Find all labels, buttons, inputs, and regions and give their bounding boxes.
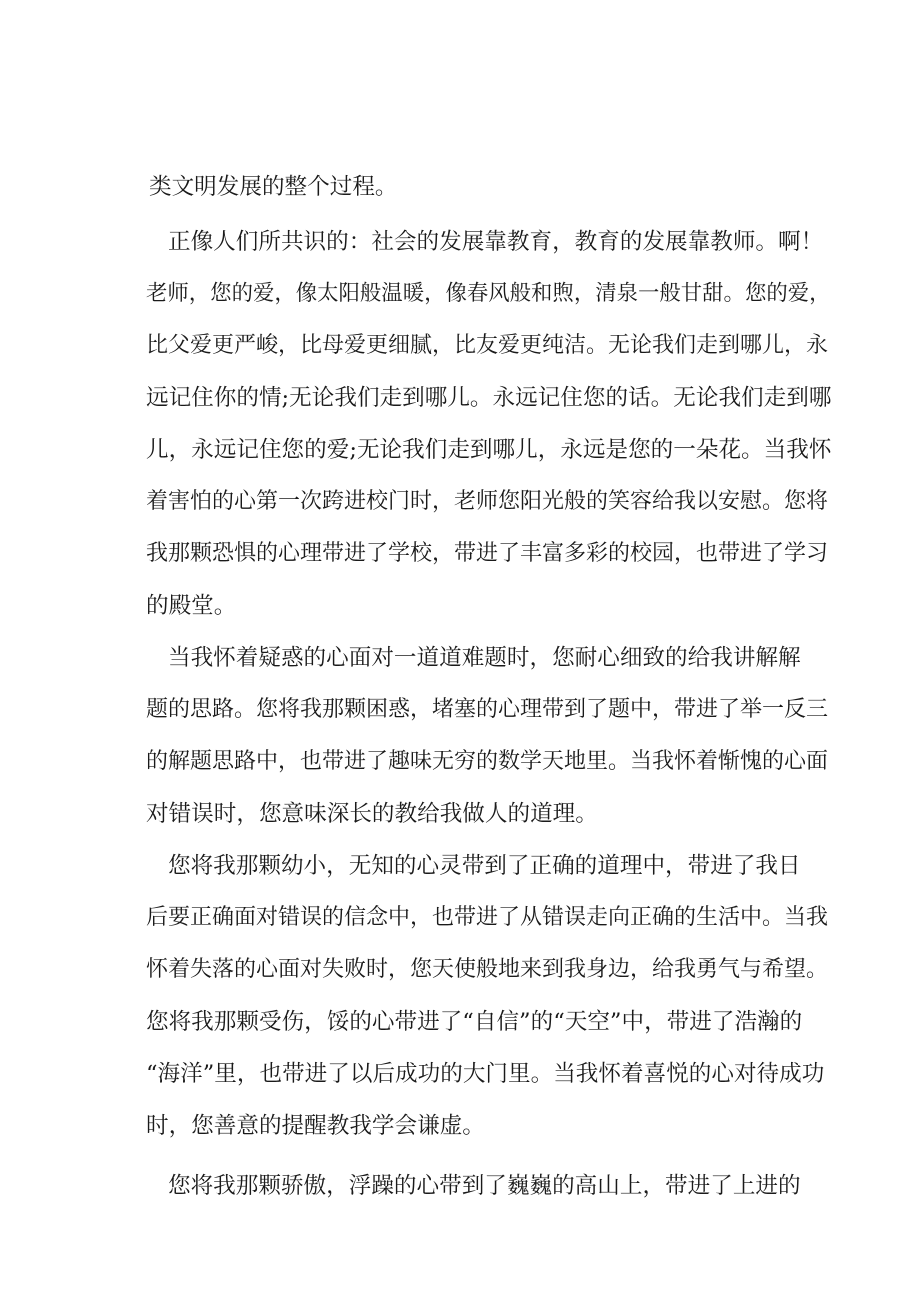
text-line: 您将我那颗受伤，馁的心带进了“自信”的“天空”中，带进了浩瀚的: [146, 1009, 803, 1035]
paragraph-start-line: 您将我那颗骄傲，浮躁的心带到了巍巍的高山上，带进了上进的: [168, 1173, 801, 1199]
text-line: 我那颗恐惧的心理带进了学校，带进了丰富多彩的校园，也带进了学习: [146, 541, 829, 566]
paragraph-start-line: 正像人们所共识的：社会的发展靠教育，教育的发展靠教师。啊！: [168, 229, 824, 255]
text-line: 着害怕的心第一次跨进校门时，老师您阳光般的笑容给我以安慰。您将: [146, 489, 829, 514]
text-line: 儿，永远记住您的爱;无论我们走到哪儿，永远是您的一朵花。当我怀: [146, 437, 832, 463]
text-line: 时，您善意的提醒教我学会谦虚。: [146, 1113, 485, 1139]
text-line: 远记住你的情;无论我们走到哪儿。永远记住您的话。无论我们走到哪: [146, 385, 832, 411]
text-line: 比父爱更严峻，比母爱更细腻，比友爱更纯洁。无论我们走到哪儿，永: [146, 333, 829, 358]
paragraph-start-line: 您将我那颗幼小，无知的心灵带到了正确的道理中，带进了我日: [168, 853, 801, 879]
text-line: “海洋”里，也带进了以后成功的大门里。当我怀着喜悦的心对待成功: [146, 1061, 825, 1087]
text-line: 老师，您的爱，像太阳般温暖，像春风般和煦，清泉一般甘甜。您的爱，: [146, 281, 831, 306]
text-line: 的殿堂。: [146, 593, 237, 619]
text-line: 类文明发展的整个过程。: [149, 174, 398, 200]
text-line: 的解题思路中，也带进了趣味无穷的数学天地里。当我怀着惭愧的心面: [146, 749, 829, 774]
text-line: 怀着失落的心面对失败时，您天使般地来到我身边，给我勇气与希望。: [146, 957, 829, 982]
text-line: 对错误时，您意味深长的教给我做人的道理。: [146, 801, 598, 827]
text-line: 后要正确面对错误的信念中，也带进了从错误走向正确的生活中。当我: [146, 905, 829, 930]
paragraph-start-line: 当我怀着疑惑的心面对一道道难题时，您耐心细致的给我讲解解: [168, 645, 801, 671]
text-line: 题的思路。您将我那颗困惑，堵塞的心理带到了题中，带进了举一反三: [146, 697, 829, 722]
